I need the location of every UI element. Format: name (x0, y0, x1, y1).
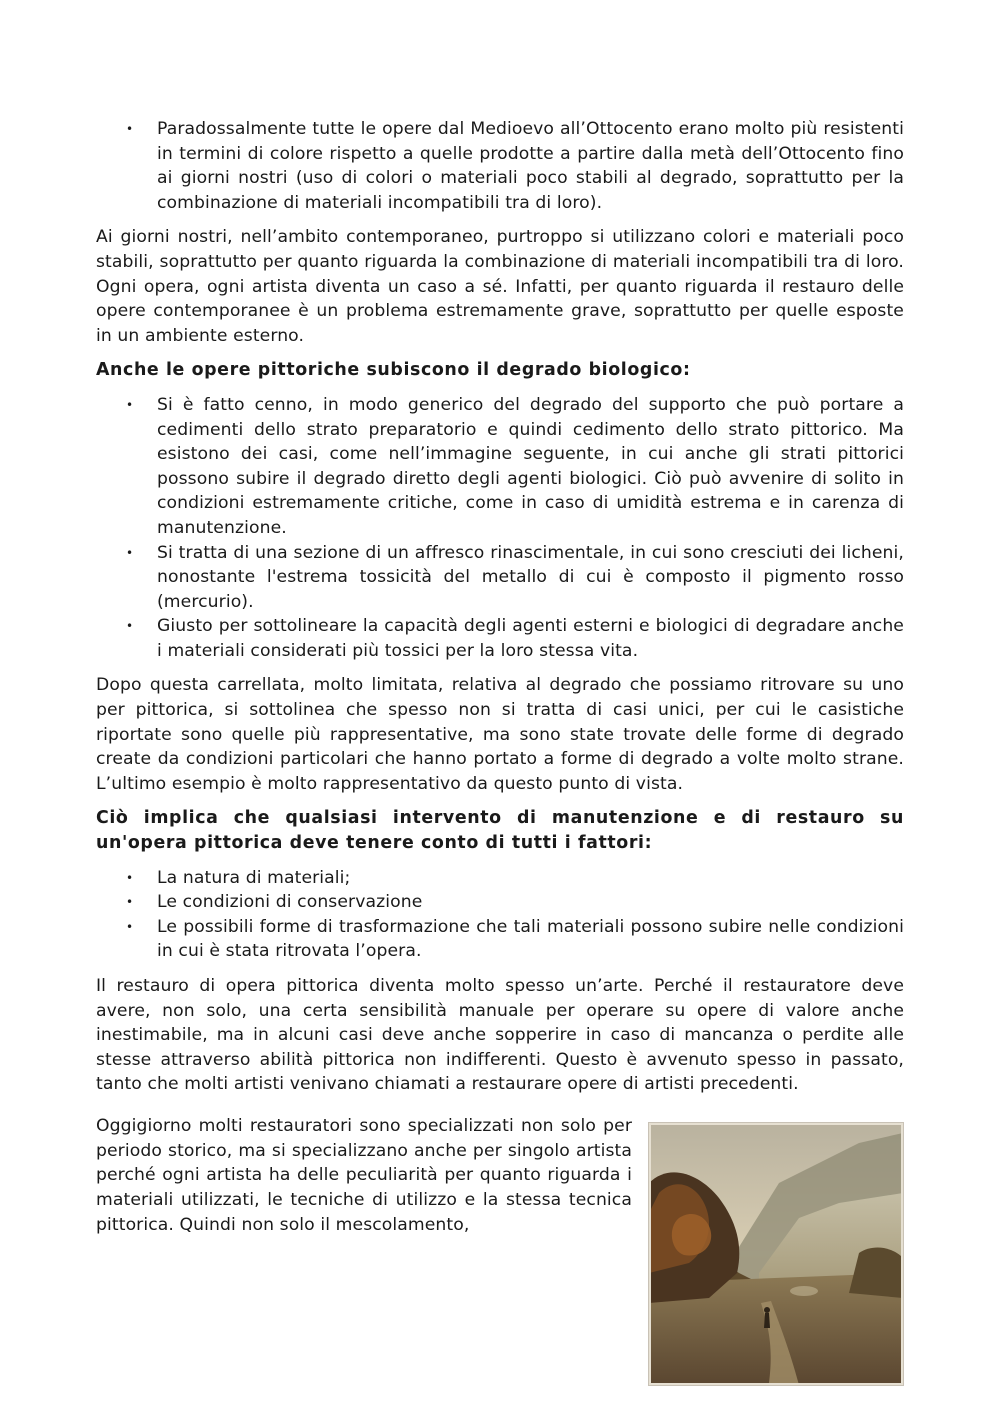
bullet-icon: • (126, 870, 134, 885)
list-item-text: Si tratta di una sezione di un affresco rinascimentale, in cui sono cresciuti dei licheni, nonostante l'estrema tossicità del metallo di cui è composto il pigmento rosso (mercurio). (157, 542, 904, 612)
list-item-text: Si è fatto cenno, in modo generico del degrado del supporto che può portare a cedimenti dello strato preparatorio e quindi cedimento dello strato pittorico. Ma esistono dei casi, come nell’immagine seguente, in cui anche gli strati pittorici possono subire il degrado diretto degli agenti biologici. Ciò può avvenire di solito in condizioni estremamente critiche, come in caso di umidità estrema e in carenza di manutenzione. (157, 394, 904, 538)
list-item (96, 890, 904, 915)
list-item (96, 614, 904, 663)
list-item (96, 915, 904, 964)
list-item-text: Le condizioni di conservazione (157, 892, 423, 913)
list-item-text: Giusto per sottolineare la capacità degli agenti esterni e biologici di degradare anche i materiali considerati più tossici per la loro stessa vita. (157, 616, 904, 661)
paragraph-restoration-art: Il restauro di opera pittorica diventa molto spesso un’arte. Perché il restauratore deve avere, non solo, una certa sensibilità manuale per operare su opere di valore anche inestimabile, ma in alcuni casi deve anche sopperire in caso di mancanza o perdite alle stesse attraverso abilità pittorica non indifferenti. Questo è avvenuto spesso in passato, tanto che molti artisti venivano chiamati a restaurare opere di artisti precedenti. (96, 976, 904, 1095)
list-item (96, 866, 904, 891)
section-heading-biological: Anche le opere pittoriche subiscono il degrado biologico: (96, 360, 691, 381)
list-item-text: Le possibili forme di trasformazione che tali materiali possono subire nelle condizioni in cui è stata ritrovata l’opera. (157, 916, 904, 962)
bullet-list-factors (96, 866, 904, 964)
paragraph-contemporary: Ai giorni nostri, nell’ambito contemporaneo, purtroppo si utilizzano colori e materiali poco stabili, soprattutto per quanto riguarda la combinazione di materiali incompatibili tra di loro. Ogni opera, ogni artista diventa un caso a sé. Infatti, per quanto riguarda il restauro delle opere contemporanee è un problema estremamente grave, soprattutto per quelle esposte in un ambiente esterno. (96, 227, 904, 346)
bullet-icon: • (126, 619, 134, 634)
list-item-text: Paradossalmente tutte le opere dal Medioevo all’Ottocento erano molto più resistenti in termini di colore rispetto a quelle prodotte a partire dalla metà dell’Ottocento fino ai giorni nostri (uso di colori o materiali poco stabili al degrado, soprattutto per la combinazione di materiali incompatibili tra di loro). (157, 119, 904, 213)
bullet-list-intro (96, 117, 904, 215)
paragraph-specialization: Oggigiorno molti restauratori sono specializzati non solo per periodo storico, ma si specializzano anche per singolo artista perché ogni artista ha delle peculiarità per quanto riguarda i materiali utilizzati, le tecniche di utilizzo e la stessa tecnica pittorica. Quindi non solo il mescolamento, (96, 1116, 632, 1235)
list-item (96, 117, 904, 215)
paragraph-overview: Dopo questa carrellata, molto limitata, relativa al degrado che possiamo ritrovare su uno per pittorica, si sottolinea che spesso non si tratta di casi unici, per cui le casistiche riportate sono quelle più rappresentative, ma sono state trovate delle forme di degrado create da condizioni particolari che hanno portato a forme di degrado a volte molto strane. L’ultimo esempio è molto rappresentativo da questo punto di vista. (96, 675, 904, 794)
bullet-icon: • (126, 895, 134, 910)
bullet-icon: • (126, 919, 134, 934)
landscape-painting-image (648, 1122, 904, 1386)
list-item-text: La natura di materiali; (157, 867, 351, 888)
list-item (96, 541, 904, 615)
section-heading-factors: Ciò implica che qualsiasi intervento di manutenzione e di restauro su un'opera pittorica deve tenere conto di tutti i fattori: (96, 808, 904, 854)
list-item (96, 393, 904, 541)
final-section (96, 1114, 904, 1237)
bullet-icon: • (126, 545, 134, 560)
bullet-icon: • (126, 122, 134, 136)
document-page (96, 117, 904, 1254)
bullet-list-biological (96, 393, 904, 664)
bullet-icon: • (126, 397, 134, 412)
